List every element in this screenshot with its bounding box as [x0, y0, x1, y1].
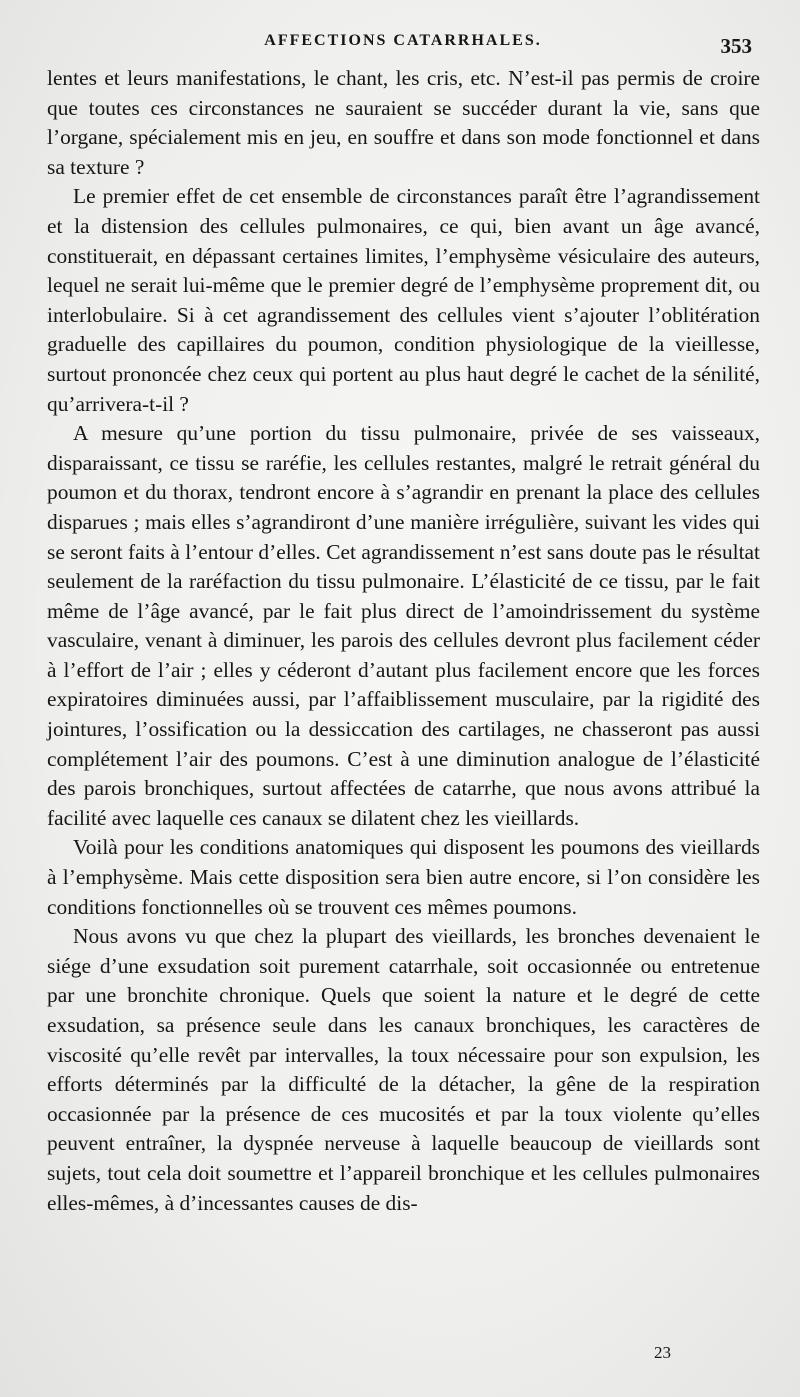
body-text — [47, 64, 760, 1218]
paragraph: A mesure qu’une portion du tissu pulmonaire, privée de ses vaisseaux, disparaissant, ce tissu se raréfie, les cellules restantes, malgré le retrait général du poumon et du thorax, tendront encore à s’agrandir en prenant la place des cellules disparues ; mais elles s’agrandiront d’une manière irrégulière, suivant les vides qui se seront faits à l’entour d’elles. Cet agrandissement n’est sans doute pas le résultat seulement de la raréfaction du tissu pulmonaire. L’élasticité de ce tissu, par le fait même de l’âge avancé, par le fait plus direct de l’amoindrissement du système vasculaire, venant à diminuer, les parois des cellules devront plus facilement céder à l’effort de l’air ; elles y céderont d’autant plus facilement encore que les forces expiratoires diminuées aussi, par l’affaiblissement musculaire, par la rigidité des jointures, l’ossification ou la dessiccation des cartilages, ne chasseront pas aussi complétement l’air des poumons. C’est à une diminution analogue de l’élasticité des parois bronchiques, surtout affectées de catarrhe, que nous avons attribué la facilité avec laquelle ces canaux se dilatent chez les vieillards. — [47, 421, 760, 830]
paragraph: Nous avons vu que chez la plupart des vieillards, les bronches devenaient le siége d’une exsudation soit purement catarrhale, soit occasionnée ou entretenue par une bronchite chronique. Quels que soient la nature et le degré de cette exsudation, sa présence seule dans les canaux bronchiques, les caractères de viscosité qu’elle revêt par intervalles, la toux nécessaire pour son expulsion, les efforts déterminés par la difficulté de la détacher, la gêne de la respiration occasionnée par la présence de ces mucosités et par la toux violente qu’elles peuvent entraîner, la dyspnée nerveuse à laquelle beaucoup de vieillards sont sujets, tout cela doit soumettre et l’appareil bronchique et les cellules pulmonaires elles-mêmes, à d’incessantes causes de dis- — [47, 924, 760, 1215]
paragraph-continued: lentes et leurs manifestations, le chant, les cris, etc. N’est-il pas permis de croire que toutes ces circonstances ne sauraient se succéder durant la vie, sans que l’organe, spécialement mis en jeu, en souffre et dans son mode fonctionnel et dans sa texture ? — [47, 66, 760, 179]
paragraph: Le premier effet de cet ensemble de circonstances paraît être l’agrandissement et la distension des cellules pulmonaires, ce qui, bien avant un âge avancé, constituerait, en dépassant certaines limites, l’emphysème vésiculaire des auteurs, lequel ne serait lui-même que le premier degré de l’emphysème proprement dit, ou interlobulaire. Si à cet agrandissement des cellules vient s’ajouter l’oblitération graduelle des capillaires du poumon, condition physiologique de la vieillesse, surtout prononcée chez ceux qui portent au plus haut degré le cachet de la sénilité, qu’arrivera-t-il ? — [47, 184, 760, 416]
page-number: 353 — [720, 34, 752, 58]
signature-mark: 23 — [654, 1343, 671, 1362]
running-head: AFFECTIONS CATARRHALES. — [264, 32, 542, 49]
paragraph: Voilà pour les conditions anatomiques qui disposent les poumons des vieillards à l’emphysème. Mais cette disposition sera bien autre encore, si l’on considère les conditions fonctionnelles où se trouvent ces mêmes poumons. — [47, 835, 760, 919]
page-header — [46, 30, 760, 58]
